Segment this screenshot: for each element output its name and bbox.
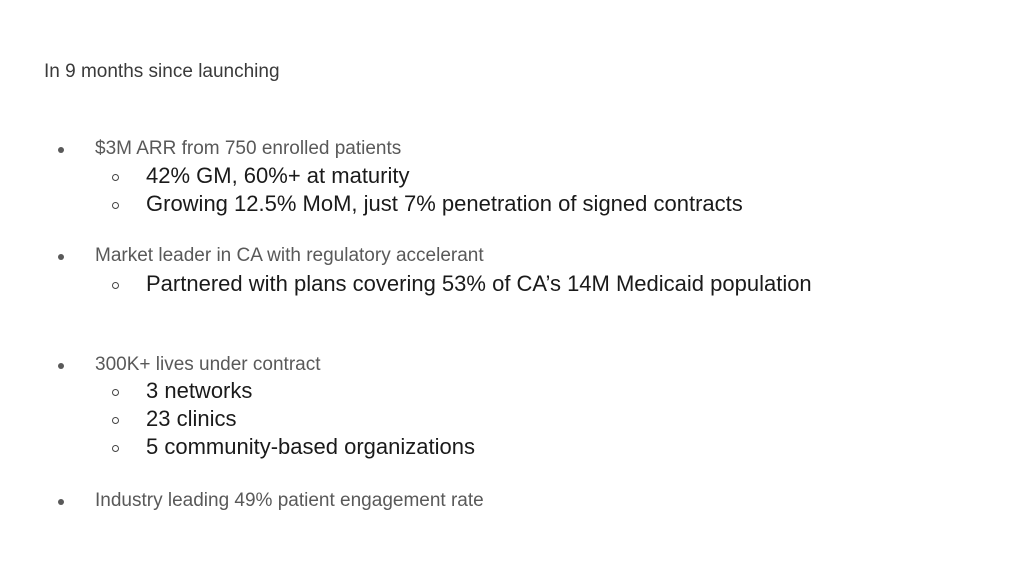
bullet-dot-icon	[58, 147, 64, 153]
sub-bullet-ring-icon	[112, 282, 119, 289]
sub-bullet-text: 23 clinics	[146, 406, 237, 431]
sub-bullet-text: Partnered with plans covering 53% of CA’s 14M Medicaid population	[146, 271, 812, 296]
bullet-text: 300K+ lives under contract	[95, 354, 321, 375]
sub-bullet-ring-icon	[112, 417, 119, 424]
sub-bullet-text: 3 networks	[146, 378, 253, 403]
sub-bullet-ring-icon	[112, 445, 119, 452]
sub-bullet-ring-icon	[112, 174, 119, 181]
bullet-dot-icon	[58, 254, 64, 260]
sub-bullet-text: Growing 12.5% MoM, just 7% penetration of signed contracts	[146, 191, 743, 216]
bullet-text: Industry leading 49% patient engagement rate	[95, 490, 484, 511]
bullet-text: $3M ARR from 750 enrolled patients	[95, 138, 402, 159]
bullet-dot-icon	[58, 499, 64, 505]
sub-bullet-text: 42% GM, 60%+ at maturity	[146, 163, 410, 188]
sub-bullet-ring-icon	[112, 389, 119, 396]
sub-bullet-text: 5 community-based organizations	[146, 434, 475, 459]
bullet-dot-icon	[58, 363, 64, 369]
sub-bullet-ring-icon	[112, 202, 119, 209]
slide-heading: In 9 months since launching	[44, 61, 280, 82]
bullet-text: Market leader in CA with regulatory accelerant	[95, 245, 484, 266]
